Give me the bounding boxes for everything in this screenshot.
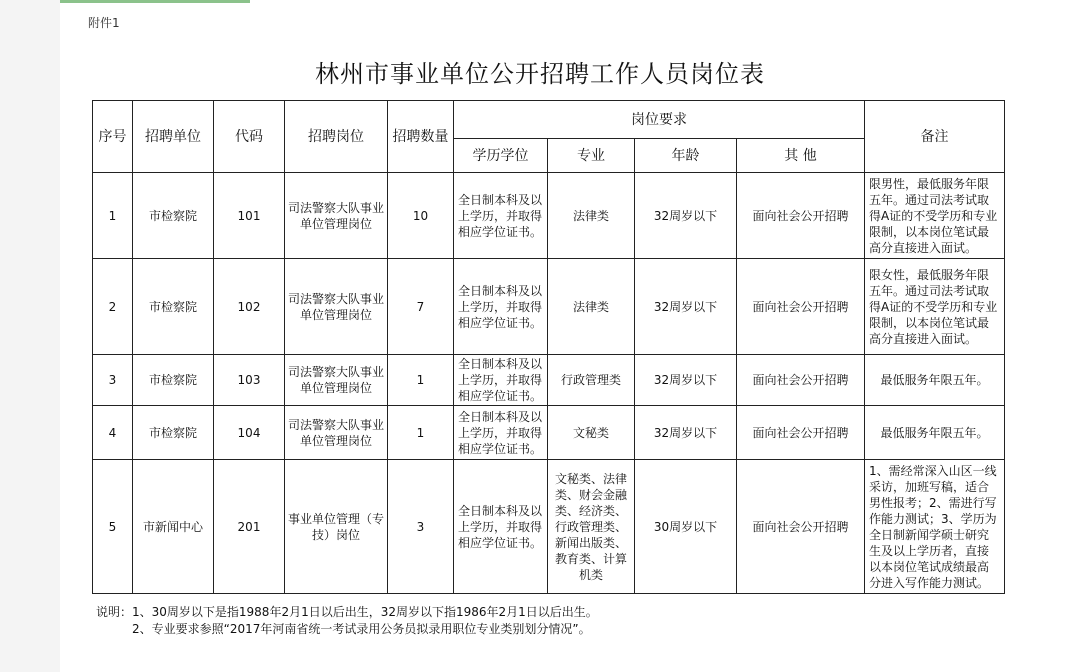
header-other: 其 他 <box>737 139 865 173</box>
cell-major: 行政管理类 <box>548 355 635 406</box>
cell-remarks: 限男性，最低服务年限五年。通过司法考试取得A证的不受学历和专业限制，以本岗位笔试最高分直接进入面试。 <box>865 173 1005 259</box>
cell-seq: 2 <box>93 259 133 355</box>
cell-other: 面向社会公开招聘 <box>737 460 865 594</box>
table-row <box>93 355 1005 406</box>
cell-count: 3 <box>388 460 454 594</box>
cell-unit: 市检察院 <box>133 259 214 355</box>
cell-major: 法律类 <box>548 173 635 259</box>
cell-count: 1 <box>388 406 454 460</box>
cell-position: 司法警察大队事业单位管理岗位 <box>285 406 388 460</box>
header-age: 年龄 <box>635 139 737 173</box>
cell-education: 全日制本科及以上学历，并取得相应学位证书。 <box>454 173 548 259</box>
cell-unit: 市检察院 <box>133 173 214 259</box>
cell-position: 司法警察大队事业单位管理岗位 <box>285 259 388 355</box>
cell-other: 面向社会公开招聘 <box>737 355 865 406</box>
cell-remarks: 最低服务年限五年。 <box>865 406 1005 460</box>
cell-seq: 3 <box>93 355 133 406</box>
table-row <box>93 460 1005 594</box>
cell-count: 10 <box>388 173 454 259</box>
cell-position: 事业单位管理（专技）岗位 <box>285 460 388 594</box>
cell-position: 司法警察大队事业单位管理岗位 <box>285 355 388 406</box>
cell-count: 7 <box>388 259 454 355</box>
cell-education: 全日制本科及以上学历，并取得相应学位证书。 <box>454 355 548 406</box>
cell-unit: 市检察院 <box>133 355 214 406</box>
cell-education: 全日制本科及以上学历，并取得相应学位证书。 <box>454 259 548 355</box>
cell-major: 法律类 <box>548 259 635 355</box>
note-line-2: 2、专业要求参照“2017年河南省统一考试录用公务员拟录用职位专业类别划分情况”。 <box>132 622 591 636</box>
header-seq: 序号 <box>93 101 133 173</box>
cell-education: 全日制本科及以上学历，并取得相应学位证书。 <box>454 460 548 594</box>
cell-remarks: 1、需经常深入山区一线采访，加班写稿，适合男性报考；2、需进行写作能力测试；3、学历为全日制新闻学硕士研究生及以上学历者，直接以本岗位笔试成绩最高分进入写作能力测试。 <box>865 460 1005 594</box>
header-row-1 <box>93 101 1005 139</box>
header-unit: 招聘单位 <box>133 101 214 173</box>
cell-major: 文秘类 <box>548 406 635 460</box>
cell-major: 文秘类、法律类、财会金融类、经济类、行政管理类、新闻出版类、教育类、计算机类 <box>548 460 635 594</box>
cell-age: 30周岁以下 <box>635 460 737 594</box>
cell-code: 102 <box>214 259 285 355</box>
cell-other: 面向社会公开招聘 <box>737 173 865 259</box>
cell-age: 32周岁以下 <box>635 173 737 259</box>
cell-position: 司法警察大队事业单位管理岗位 <box>285 173 388 259</box>
cell-remarks: 最低服务年限五年。 <box>865 355 1005 406</box>
attachment-label: 附件1 <box>88 16 120 30</box>
top-accent-line <box>60 0 250 3</box>
header-education: 学历学位 <box>454 139 548 173</box>
header-position: 招聘岗位 <box>285 101 388 173</box>
cell-other: 面向社会公开招聘 <box>737 259 865 355</box>
cell-unit: 市新闻中心 <box>133 460 214 594</box>
cell-seq: 4 <box>93 406 133 460</box>
cell-seq: 1 <box>93 173 133 259</box>
cell-age: 32周岁以下 <box>635 259 737 355</box>
notes <box>96 604 598 638</box>
header-remarks: 备注 <box>865 101 1005 173</box>
document-title: 林州市事业单位公开招聘工作人员岗位表 <box>315 60 765 88</box>
header-count: 招聘数量 <box>388 101 454 173</box>
cell-unit: 市检察院 <box>133 406 214 460</box>
cell-remarks: 限女性，最低服务年限五年。通过司法考试取得A证的不受学历和专业限制，以本岗位笔试最高分直接进入面试。 <box>865 259 1005 355</box>
cell-code: 103 <box>214 355 285 406</box>
cell-code: 104 <box>214 406 285 460</box>
cell-seq: 5 <box>93 460 133 594</box>
header-requirements: 岗位要求 <box>454 101 865 139</box>
cell-code: 101 <box>214 173 285 259</box>
note-line-1: 说明：1、30周岁以下是指1988年2月1日以后出生，32周岁以下指1986年2月1日以后出生。 <box>96 605 598 619</box>
positions-table <box>92 100 1005 594</box>
cell-count: 1 <box>388 355 454 406</box>
table-row <box>93 173 1005 259</box>
cell-code: 201 <box>214 460 285 594</box>
cell-education: 全日制本科及以上学历，并取得相应学位证书。 <box>454 406 548 460</box>
table-row <box>93 406 1005 460</box>
cell-age: 32周岁以下 <box>635 406 737 460</box>
cell-age: 32周岁以下 <box>635 355 737 406</box>
cell-other: 面向社会公开招聘 <box>737 406 865 460</box>
table-row <box>93 259 1005 355</box>
header-code: 代码 <box>214 101 285 173</box>
header-major: 专业 <box>548 139 635 173</box>
